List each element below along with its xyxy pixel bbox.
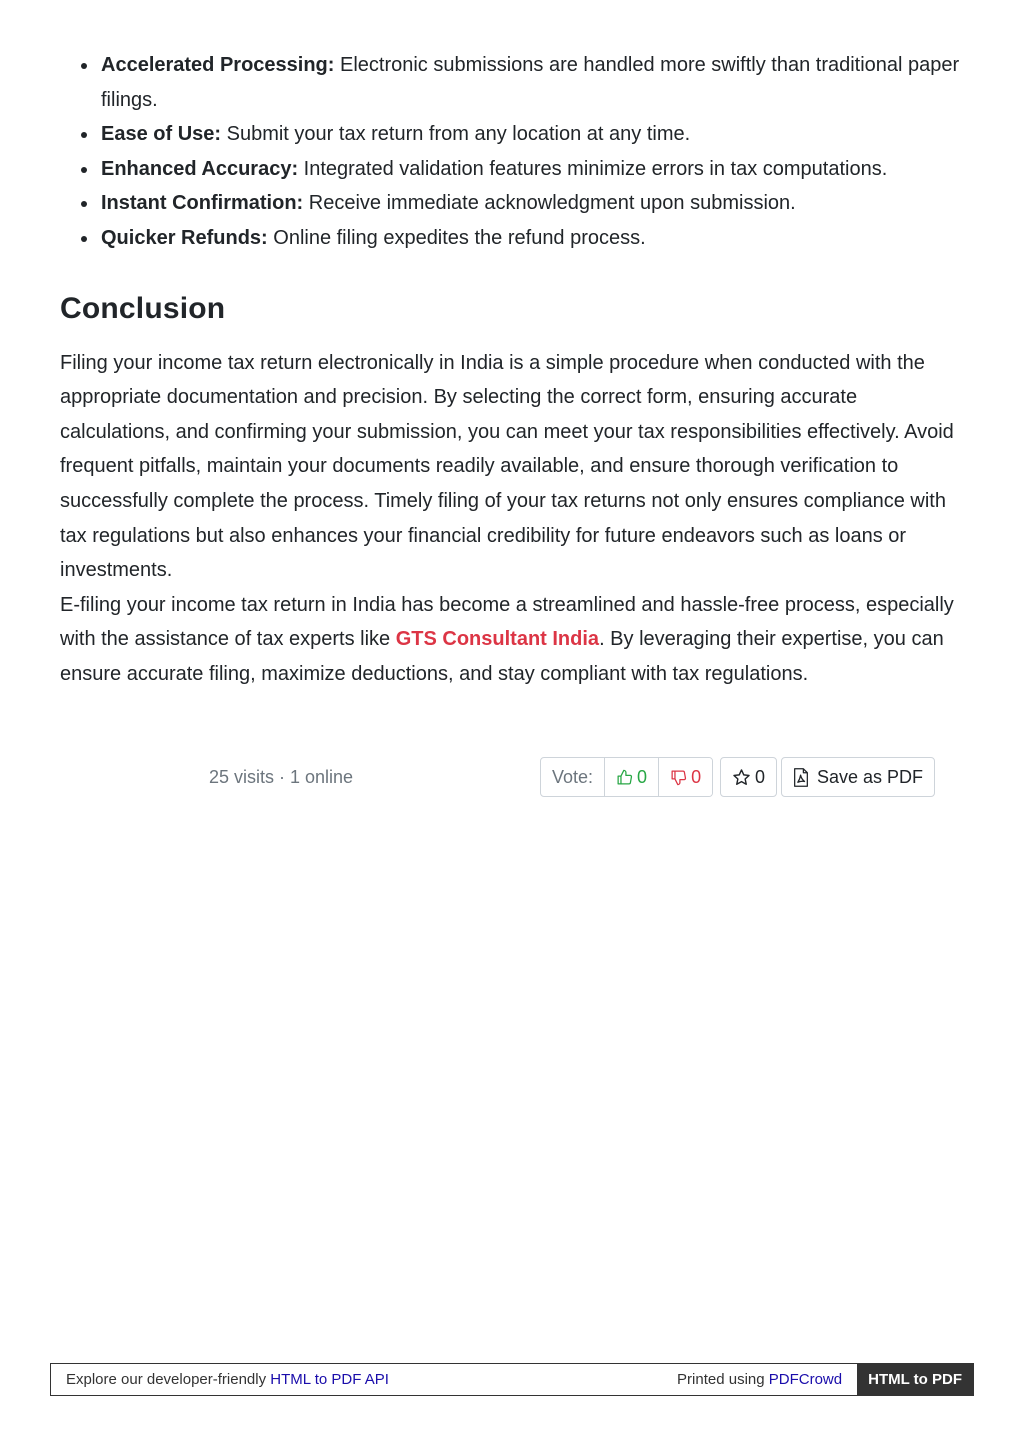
list-item-text: Electronic submissions are handled more swiftly than traditional paper filings. [101, 54, 960, 111]
save-as-pdf-button[interactable] [781, 757, 935, 797]
list-item-text: Receive immediate acknowledgment upon submission. [303, 192, 796, 215]
list-item [78, 48, 970, 117]
downvote-button[interactable] [659, 758, 712, 796]
paragraph-text: . By leveraging their expertise, you can ensure accurate filing, maximize deductions, and stay compliant with tax regulations. [60, 628, 944, 685]
conclusion-paragraph: Filing your income tax return electronically in India is a simple procedure when conducted with the appropriate documentation and precision. By selecting the correct form, ensuring accurate calculations, and confirming your submission, you can meet your tax responsibilities effectively. Avoid frequent pitfalls, maintain your documents readily available, and ensure thorough verification to successfully complete the process. Timely filing of your tax returns not only ensures compliance with tax regulations but also enhances your financial credibility for future endeavors such as loans or investments. [60, 351, 954, 582]
upvote-button[interactable] [605, 758, 659, 796]
list-item-term: Enhanced Accuracy: [101, 157, 299, 180]
list-item-term: Accelerated Processing: [101, 54, 335, 76]
vote-label: Vote: [541, 758, 605, 796]
list-item-text: Online filing expedites the refund process. [267, 226, 646, 249]
pdfcrowd-footer [50, 1363, 974, 1396]
visit-stats: 25 visits · 1 online [209, 767, 354, 787]
footer-explore-text: Explore our developer-friendly [66, 1371, 271, 1388]
list-item-term: Quicker Refunds: [101, 226, 268, 249]
benefits-list [78, 48, 970, 256]
upvote-count: 0 [637, 766, 648, 787]
html-to-pdf-badge[interactable]: HTML to PDF [857, 1364, 973, 1395]
html-to-pdf-api-link[interactable]: HTML to PDF API [270, 1371, 389, 1388]
list-item [78, 117, 970, 152]
footer-printed [677, 1371, 857, 1388]
downvote-count: 0 [691, 766, 702, 787]
paragraph-text: E-filing your income tax return in India has become a streamlined and hassle-free process, especially with the assistance of tax experts like [60, 593, 954, 651]
footer-printed-text: Printed using [677, 1371, 769, 1388]
conclusion-paragraph-2 [60, 588, 970, 692]
list-item-text: Integrated validation features minimize errors in tax computations. [298, 157, 888, 180]
footer-explore [51, 1371, 677, 1388]
favorite-count: 0 [755, 766, 766, 787]
article-content [60, 48, 970, 692]
pdfcrowd-link[interactable]: PDFCrowd [768, 1371, 843, 1388]
list-item [78, 221, 970, 256]
favorite-button[interactable] [720, 757, 777, 797]
list-item-term: Ease of Use: [101, 123, 222, 146]
list-item-text: Submit your tax return from any location at any time. [221, 123, 691, 146]
conclusion-heading: Conclusion [60, 291, 226, 325]
star-icon [732, 768, 751, 787]
gts-consultant-link[interactable]: GTS Consultant India [395, 628, 600, 651]
thumbs-down-icon [670, 769, 687, 786]
list-item [78, 186, 970, 221]
save-as-pdf-label: Save as PDF [817, 766, 924, 787]
thumbs-up-icon [616, 769, 633, 786]
vote-group [540, 757, 713, 797]
list-item [78, 152, 970, 187]
pdf-file-icon [793, 768, 809, 787]
list-item-term: Instant Confirmation: [101, 192, 304, 215]
